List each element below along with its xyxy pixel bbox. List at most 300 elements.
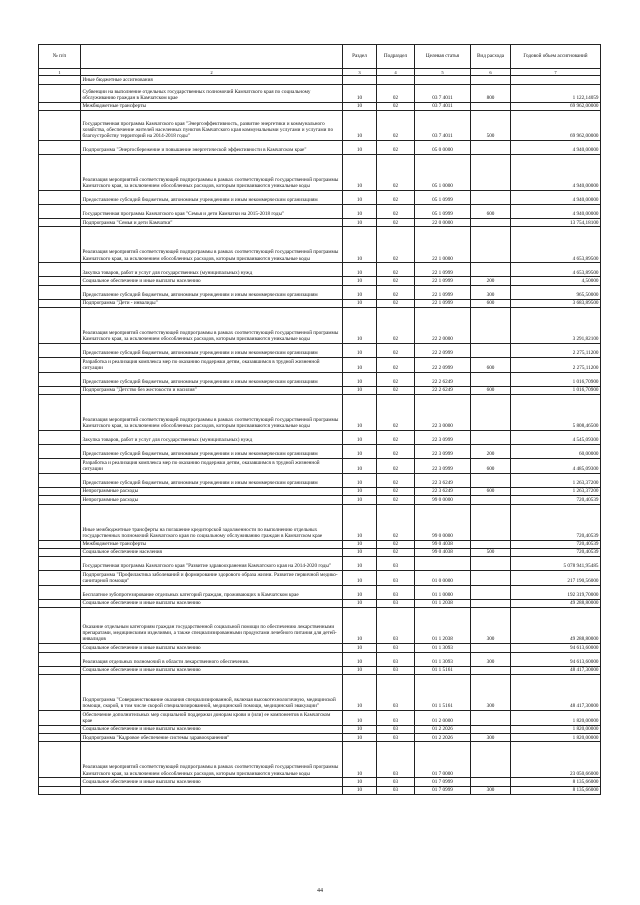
- cell-subsection: 02: [377, 140, 415, 154]
- table-row: [39, 299, 601, 307]
- cell-amount: 1 263,37200: [511, 473, 601, 487]
- cell-section: 10: [343, 608, 377, 644]
- table-row: [39, 548, 601, 556]
- cell-section: 10: [343, 263, 377, 277]
- cell-section: 10: [343, 652, 377, 666]
- cell-target: 01 2 2026: [415, 734, 471, 742]
- cell-subsection: 03: [377, 725, 415, 733]
- cell-target: 01 1 0000: [415, 585, 471, 599]
- cell-kind: [471, 504, 511, 540]
- index-cell: 1: [39, 69, 81, 76]
- cell-name: Оказание отдельным категориям граждан государственной социальной помощи по обеспечению лекарственными препаратами, медицинскими изделиями, а также специализированными продуктами лечебного питания для детей-инвалидов: [81, 608, 343, 644]
- cell-name: Социальное обеспечение и иные выплаты населению: [81, 277, 343, 285]
- cell-kind: [471, 76, 511, 84]
- cell-subsection: 03: [377, 599, 415, 607]
- cell-name: Подпрограмма "Энергосбережение и повышение энергетической эффективности в Камчатском крае": [81, 140, 343, 154]
- cell-target: 22 3 6249: [415, 473, 471, 487]
- cell-subsection: 02: [377, 487, 415, 495]
- cell-subsection: 02: [377, 285, 415, 299]
- cell-num: [39, 585, 81, 599]
- cell-name: Предоставление субсидий бюджетным, автономным учреждениям и иным некоммерческим организациям: [81, 285, 343, 299]
- cell-target: 22 3 0000: [415, 395, 471, 431]
- page-number: 44: [317, 888, 323, 894]
- header-name: [81, 45, 343, 69]
- cell-target: 01 7 0000: [415, 742, 471, 778]
- cell-amount: 4 485,09300: [511, 459, 601, 474]
- cell-subsection: 03: [377, 652, 415, 666]
- cell-num: [39, 548, 81, 556]
- cell-target: 05 1 0000: [415, 154, 471, 190]
- cell-name: Подпрограмма "Профилактика заболеваний и формирование здорового образа жизни. Развитие первичной медико-санитарной помощи": [81, 571, 343, 586]
- cell-kind: [471, 557, 511, 571]
- cell-target: 22 3 0999: [415, 445, 471, 459]
- cell-num: [39, 358, 81, 373]
- cell-section: 10: [343, 102, 377, 110]
- index-cell: 5: [415, 69, 471, 76]
- table-row: [39, 504, 601, 540]
- cell-kind: [471, 571, 511, 586]
- cell-kind: 600: [471, 299, 511, 307]
- table-row: [39, 778, 601, 786]
- cell-subsection: 02: [377, 110, 415, 140]
- cell-amount: 720,40539: [511, 504, 601, 540]
- cell-kind: [471, 725, 511, 733]
- cell-target: 22 3 0999: [415, 431, 471, 445]
- cell-kind: [471, 666, 511, 674]
- table-row: [39, 344, 601, 358]
- cell-target: 22 2 6249: [415, 372, 471, 386]
- cell-section: 10: [343, 557, 377, 571]
- cell-target: 01 7 0999: [415, 786, 471, 794]
- cell-section: 10: [343, 548, 377, 556]
- cell-name: Бесплатное зубопротезирование отдельных категорий граждан, проживающих в Камчатском крае: [81, 585, 343, 599]
- cell-section: 10: [343, 666, 377, 674]
- cell-subsection: 02: [377, 218, 415, 226]
- table-row: [39, 190, 601, 204]
- cell-num: [39, 473, 81, 487]
- cell-amount: 1 016,70900: [511, 372, 601, 386]
- cell-amount: 8 135,66000: [511, 778, 601, 786]
- cell-kind: [471, 102, 511, 110]
- cell-amount: 4,50000: [511, 277, 601, 285]
- cell-amount: 94 613,60000: [511, 644, 601, 652]
- cell-amount: 965,50000: [511, 285, 601, 299]
- cell-num: [39, 445, 81, 459]
- cell-target: 22 2 0999: [415, 358, 471, 373]
- cell-section: 10: [343, 227, 377, 263]
- table-row: [39, 308, 601, 344]
- cell-amount: 4 940,00000: [511, 140, 601, 154]
- cell-amount: 69 962,00000: [511, 110, 601, 140]
- cell-section: 10: [343, 742, 377, 778]
- cell-kind: [471, 227, 511, 263]
- cell-name: Реализация мероприятий соответствующей подпрограммы в рамках соответствующей государственной программы Камчатского края, за исключением обособленных расходов, которым присваиваются уникальные коды: [81, 395, 343, 431]
- cell-kind: 600: [471, 459, 511, 474]
- cell-num: [39, 496, 81, 504]
- cell-subsection: 02: [377, 445, 415, 459]
- cell-target: 22 2 0999: [415, 344, 471, 358]
- cell-name: Разработка и реализация комплекса мер по оказанию поддержки детям, оказавшимся в трудной жизненной ситуации: [81, 358, 343, 373]
- cell-section: 10: [343, 487, 377, 495]
- index-cell: 4: [377, 69, 415, 76]
- header-subsection: Подраздел: [377, 45, 415, 69]
- cell-name: Социальное обеспечение населения: [81, 548, 343, 556]
- cell-subsection: 02: [377, 154, 415, 190]
- cell-name: Социальное обеспечение и иные выплаты населению: [81, 725, 343, 733]
- cell-target: 01 1 2038: [415, 608, 471, 644]
- cell-amount: 720,40539: [511, 548, 601, 556]
- header-num: № п/п: [39, 45, 81, 69]
- table-row: [39, 585, 601, 599]
- cell-num: [39, 263, 81, 277]
- cell-name: Субвенции на выполнение отдельных государственных полномочий Камчатского края по социальному обслуживанию граждан в Камчатском крае: [81, 84, 343, 102]
- cell-subsection: 02: [377, 84, 415, 102]
- cell-subsection: 03: [377, 666, 415, 674]
- cell-name: Закупка товаров, работ и услуг для государственных (муниципальных) нужд: [81, 263, 343, 277]
- table-row: [39, 487, 601, 495]
- cell-name: Государственная программа Камчатского края "Энергоэффективность, развитие энергетики и коммунального хозяйства, обеспечение жителей населенных пунктов Камчатского края коммунальными услугами и услугами по благоустройству территорий на 2014-2018 годы": [81, 110, 343, 140]
- cell-name: Социальное обеспечение и иные выплаты населению: [81, 644, 343, 652]
- cell-amount: 3 291,82100: [511, 308, 601, 344]
- cell-num: [39, 725, 81, 733]
- cell-num: [39, 487, 81, 495]
- cell-section: 10: [343, 84, 377, 102]
- cell-kind: [471, 154, 511, 190]
- cell-name: Подпрограмма "Дети - инвалиды": [81, 299, 343, 307]
- column-index-row: [39, 69, 601, 76]
- table-row: [39, 386, 601, 394]
- cell-amount: 4 940,00000: [511, 154, 601, 190]
- cell-kind: [471, 140, 511, 154]
- cell-amount: [511, 76, 601, 84]
- cell-num: [39, 285, 81, 299]
- cell-amount: 49 288,80000: [511, 608, 601, 644]
- table-row: [39, 76, 601, 84]
- cell-amount: 4 940,00000: [511, 190, 601, 204]
- table-row: [39, 473, 601, 487]
- cell-subsection: [377, 76, 415, 84]
- cell-num: [39, 140, 81, 154]
- cell-amount: 94 613,60000: [511, 652, 601, 666]
- cell-kind: [471, 344, 511, 358]
- cell-subsection: 02: [377, 299, 415, 307]
- cell-subsection: 03: [377, 786, 415, 794]
- cell-target: 22 1 0999: [415, 277, 471, 285]
- table-body: [39, 76, 601, 795]
- cell-subsection: 03: [377, 608, 415, 644]
- cell-name: Подпрограмма "Семья и дети Камчатки": [81, 218, 343, 226]
- cell-section: 10: [343, 585, 377, 599]
- table-row: [39, 395, 601, 431]
- cell-section: 10: [343, 445, 377, 459]
- cell-amount: 720,40539: [511, 496, 601, 504]
- cell-num: [39, 557, 81, 571]
- cell-name: Межбюджетные трансферты: [81, 540, 343, 548]
- table-row: [39, 734, 601, 742]
- cell-amount: 5 078 941,95485: [511, 557, 601, 571]
- cell-num: [39, 204, 81, 218]
- cell-num: [39, 102, 81, 110]
- cell-target: 01 1 3093: [415, 644, 471, 652]
- cell-target: 22 1 0000: [415, 227, 471, 263]
- cell-target: 01 0 0000: [415, 571, 471, 586]
- table-row: [39, 644, 601, 652]
- cell-kind: 300: [471, 608, 511, 644]
- cell-target: 01 1 2038: [415, 599, 471, 607]
- cell-subsection: 02: [377, 548, 415, 556]
- cell-section: 10: [343, 725, 377, 733]
- cell-subsection: 02: [377, 102, 415, 110]
- cell-amount: 4 653,89500: [511, 227, 601, 263]
- cell-num: [39, 84, 81, 102]
- cell-subsection: 03: [377, 711, 415, 726]
- table-row: [39, 459, 601, 474]
- table-row: [39, 372, 601, 386]
- cell-kind: 200: [471, 445, 511, 459]
- cell-num: [39, 76, 81, 84]
- cell-num: [39, 227, 81, 263]
- cell-subsection: 02: [377, 540, 415, 548]
- cell-section: 10: [343, 599, 377, 607]
- header-section: Раздел: [343, 45, 377, 69]
- cell-name: Реализация мероприятий соответствующей подпрограммы в рамках соответствующей государственной программы Камчатского края, за исключением обособленных расходов, которым присваиваются уникальные коды: [81, 742, 343, 778]
- cell-amount: 48 417,30000: [511, 666, 601, 674]
- cell-subsection: 02: [377, 504, 415, 540]
- cell-subsection: 02: [377, 496, 415, 504]
- cell-amount: 60,00000: [511, 445, 601, 459]
- cell-name: Иные бюджетные ассигнования: [81, 76, 343, 84]
- cell-target: 05 1 0999: [415, 190, 471, 204]
- cell-section: 10: [343, 277, 377, 285]
- cell-num: [39, 395, 81, 431]
- cell-target: 01 7 0999: [415, 778, 471, 786]
- cell-name: Реализация мероприятий соответствующей подпрограммы в рамках соответствующей государственной программы Камчатского края, за исключением обособленных расходов, которым присваиваются уникальные коды: [81, 154, 343, 190]
- cell-target: 01 1 5161: [415, 675, 471, 711]
- cell-kind: 600: [471, 487, 511, 495]
- cell-num: [39, 786, 81, 794]
- cell-num: [39, 344, 81, 358]
- cell-kind: [471, 711, 511, 726]
- table-row: [39, 786, 601, 794]
- cell-section: 10: [343, 140, 377, 154]
- cell-section: 10: [343, 395, 377, 431]
- cell-num: [39, 599, 81, 607]
- cell-target: 99 0 4038: [415, 540, 471, 548]
- cell-section: 10: [343, 190, 377, 204]
- table-row: [39, 742, 601, 778]
- cell-kind: [471, 599, 511, 607]
- cell-subsection: 03: [377, 585, 415, 599]
- cell-num: [39, 504, 81, 540]
- cell-amount: 1 263,37200: [511, 487, 601, 495]
- cell-section: 10: [343, 786, 377, 794]
- cell-section: 10: [343, 504, 377, 540]
- cell-kind: [471, 395, 511, 431]
- cell-name: Государственная программа Камчатского края "Семья и дети Камчатки на 2015-2018 годы": [81, 204, 343, 218]
- cell-subsection: 02: [377, 263, 415, 277]
- cell-target: 22 3 6249: [415, 487, 471, 495]
- cell-kind: 300: [471, 675, 511, 711]
- cell-num: [39, 277, 81, 285]
- cell-target: 22 1 0999: [415, 299, 471, 307]
- cell-amount: 4 545,09300: [511, 431, 601, 445]
- cell-amount: 217 190,56000: [511, 571, 601, 586]
- cell-kind: [471, 742, 511, 778]
- cell-subsection: 02: [377, 190, 415, 204]
- table-row: [39, 277, 601, 285]
- cell-target: 22 3 0999: [415, 459, 471, 474]
- cell-subsection: 02: [377, 459, 415, 474]
- document-page: [38, 44, 600, 795]
- index-cell: 7: [511, 69, 601, 76]
- cell-name: Реализация мероприятий соответствующей подпрограммы в рамках соответствующей государственной программы Камчатского края, за исключением обособленных расходов, которым присваиваются уникальные коды: [81, 308, 343, 344]
- cell-section: 10: [343, 218, 377, 226]
- cell-amount: 1 016,70900: [511, 386, 601, 394]
- cell-name: Государственная программа Камчатского края "Развитие здравоохранения Камчатского края на 2014-2020 годы": [81, 557, 343, 571]
- cell-subsection: 02: [377, 204, 415, 218]
- cell-num: [39, 652, 81, 666]
- cell-name: Предоставление субсидий бюджетным, автономным учреждениям и иным некоммерческим организациям: [81, 372, 343, 386]
- table-row: [39, 675, 601, 711]
- cell-subsection: 02: [377, 372, 415, 386]
- cell-num: [39, 742, 81, 778]
- cell-name: Закупка товаров, работ и услуг для государственных (муниципальных) нужд: [81, 431, 343, 445]
- cell-target: 01 1 5161: [415, 666, 471, 674]
- cell-subsection: 02: [377, 227, 415, 263]
- cell-num: [39, 711, 81, 726]
- cell-kind: [471, 540, 511, 548]
- cell-kind: [471, 218, 511, 226]
- cell-section: 10: [343, 110, 377, 140]
- cell-section: 10: [343, 644, 377, 652]
- cell-name: Обеспечение дополнительных мер социальной поддержки донорам крови и (или) ее компонентов в Камчатском крае: [81, 711, 343, 726]
- table-row: [39, 599, 601, 607]
- cell-num: [39, 299, 81, 307]
- cell-subsection: 03: [377, 778, 415, 786]
- cell-amount: 3 683,89500: [511, 299, 601, 307]
- cell-name: Непрограммные расходы: [81, 487, 343, 495]
- cell-amount: 2 275,11200: [511, 344, 601, 358]
- cell-target: 22 2 6249: [415, 386, 471, 394]
- cell-num: [39, 540, 81, 548]
- cell-name: Социальное обеспечение и иные выплаты населению: [81, 599, 343, 607]
- cell-amount: 1 820,00000: [511, 725, 601, 733]
- table-row: [39, 666, 601, 674]
- cell-subsection: 03: [377, 571, 415, 586]
- cell-amount: 2 275,11200: [511, 358, 601, 373]
- cell-num: [39, 734, 81, 742]
- cell-num: [39, 644, 81, 652]
- cell-kind: [471, 473, 511, 487]
- table-row: [39, 571, 601, 586]
- header-kind: Вид расхода: [471, 45, 511, 69]
- cell-num: [39, 154, 81, 190]
- table-row: [39, 263, 601, 277]
- cell-num: [39, 190, 81, 204]
- cell-num: [39, 666, 81, 674]
- cell-kind: [471, 585, 511, 599]
- cell-amount: 192 319,70000: [511, 585, 601, 599]
- index-cell: 6: [471, 69, 511, 76]
- cell-subsection: 02: [377, 277, 415, 285]
- cell-section: [343, 76, 377, 84]
- cell-section: 10: [343, 571, 377, 586]
- cell-amount: 1 820,00000: [511, 711, 601, 726]
- cell-subsection: 02: [377, 395, 415, 431]
- cell-amount: 720,40539: [511, 540, 601, 548]
- cell-name: Иные межбюджетные трансферты на погашение кредиторской задолженности по выполнению отдельных государственных полномочий Камчатского края по социальному обслуживанию граждан в Камчатском крае: [81, 504, 343, 540]
- table-row: [39, 227, 601, 263]
- cell-subsection: 03: [377, 742, 415, 778]
- cell-amount: 4 653,89500: [511, 263, 601, 277]
- cell-amount: 8 135,66000: [511, 786, 601, 794]
- cell-target: 05 1 0999: [415, 204, 471, 218]
- cell-target: 03 7 4011: [415, 84, 471, 102]
- cell-subsection: 02: [377, 308, 415, 344]
- cell-target: 99 0 0000: [415, 504, 471, 540]
- index-cell: 3: [343, 69, 377, 76]
- cell-kind: 500: [471, 110, 511, 140]
- cell-section: 10: [343, 473, 377, 487]
- cell-name: Предоставление субсидий бюджетным, автономным учреждениям и иным некоммерческим организациям: [81, 344, 343, 358]
- cell-section: 10: [343, 778, 377, 786]
- cell-target: 99 0 4038: [415, 548, 471, 556]
- cell-num: [39, 431, 81, 445]
- cell-target: 03 7 4011: [415, 110, 471, 140]
- cell-num: [39, 778, 81, 786]
- table-row: [39, 218, 601, 226]
- table-row: [39, 431, 601, 445]
- cell-target: 03 7 4011: [415, 102, 471, 110]
- cell-section: 10: [343, 386, 377, 394]
- cell-subsection: 03: [377, 644, 415, 652]
- cell-section: 10: [343, 431, 377, 445]
- cell-section: 10: [343, 204, 377, 218]
- cell-target: 99 0 0000: [415, 496, 471, 504]
- table-header-row: [39, 45, 601, 69]
- cell-name: Реализация отдельных полномочий в области лекарственного обеспечения.: [81, 652, 343, 666]
- cell-target: 22 1 0999: [415, 263, 471, 277]
- cell-target: 01 2 2026: [415, 725, 471, 733]
- cell-kind: 600: [471, 204, 511, 218]
- cell-section: 10: [343, 711, 377, 726]
- cell-kind: 600: [471, 358, 511, 373]
- table-row: [39, 496, 601, 504]
- cell-num: [39, 571, 81, 586]
- cell-amount: 49 288,80000: [511, 599, 601, 607]
- cell-kind: [471, 778, 511, 786]
- table-row: [39, 84, 601, 102]
- cell-target: 01 2 0000: [415, 711, 471, 726]
- budget-table: [38, 44, 601, 795]
- cell-amount: 5 808,46500: [511, 395, 601, 431]
- cell-name: Подпрограмма "Совершенствование оказания специализированной, включая высокотехнологичную, медицинской помощи, скорой, в том числе скорой специализированной, медицинской помощи, медицинской эвакуации": [81, 675, 343, 711]
- cell-subsection: 02: [377, 344, 415, 358]
- index-cell: 2: [81, 69, 343, 76]
- cell-section: 10: [343, 154, 377, 190]
- cell-section: 10: [343, 540, 377, 548]
- cell-section: 10: [343, 308, 377, 344]
- cell-target: [415, 76, 471, 84]
- table-row: [39, 102, 601, 110]
- cell-amount: 69 962,00000: [511, 102, 601, 110]
- cell-num: [39, 372, 81, 386]
- cell-section: 10: [343, 734, 377, 742]
- cell-name: Межбюджетные трансферты: [81, 102, 343, 110]
- cell-amount: 48 417,30000: [511, 675, 601, 711]
- table-row: [39, 608, 601, 644]
- cell-section: 10: [343, 496, 377, 504]
